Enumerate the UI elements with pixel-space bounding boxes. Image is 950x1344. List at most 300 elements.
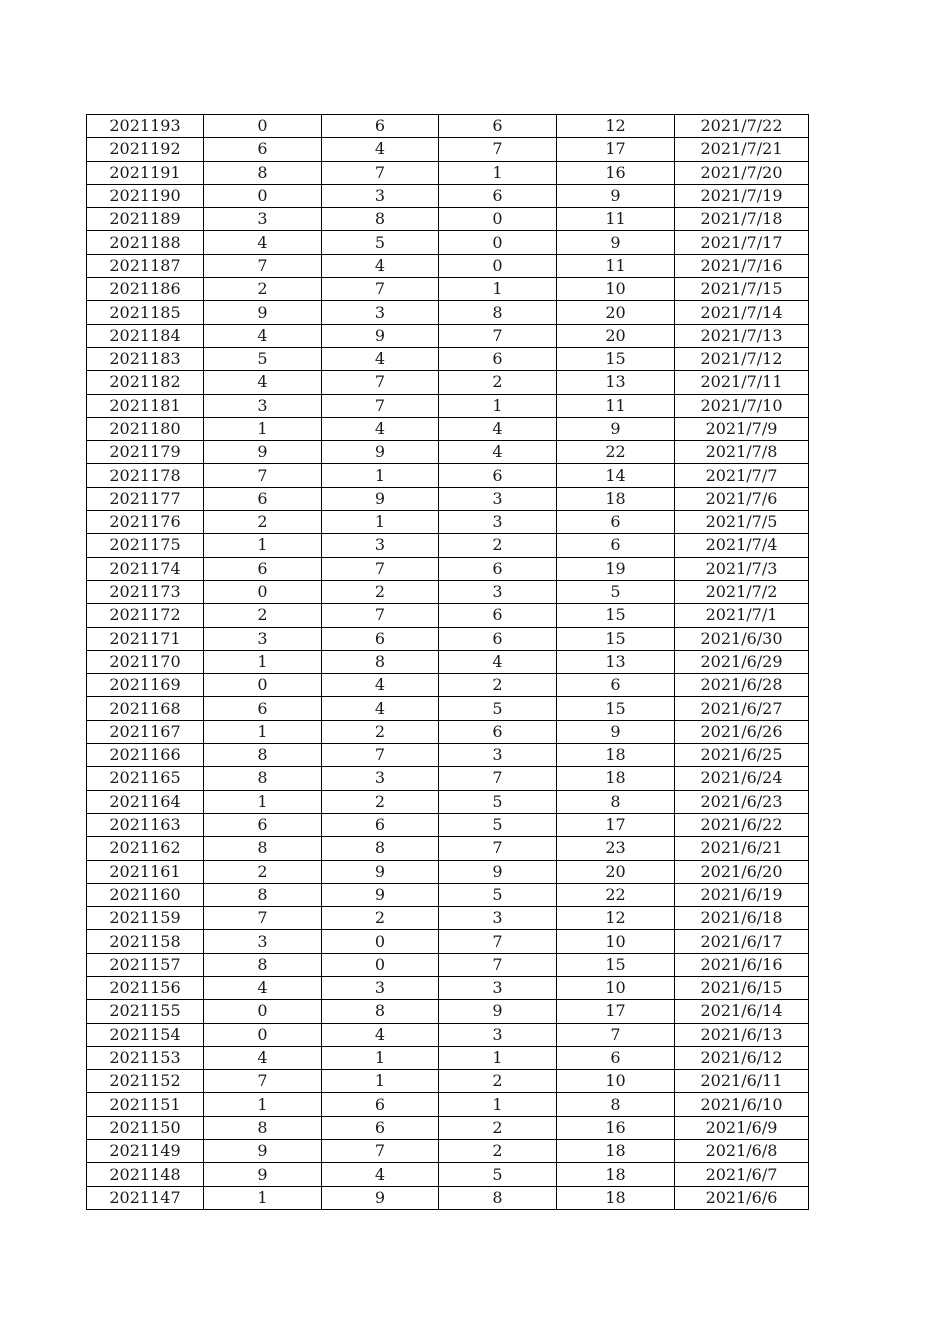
table-row bbox=[87, 1046, 809, 1069]
digit-3-cell[interactable]: 5 bbox=[439, 813, 557, 836]
date-cell[interactable]: 2021/7/1 bbox=[675, 604, 809, 627]
issue-number-cell[interactable]: 2021186 bbox=[87, 278, 204, 301]
digit-2-cell[interactable]: 4 bbox=[322, 697, 439, 720]
digit-1-cell[interactable]: 1 bbox=[204, 1093, 322, 1116]
date-cell[interactable]: 2021/7/18 bbox=[675, 208, 809, 231]
issue-number-cell[interactable]: 2021162 bbox=[87, 837, 204, 860]
digit-1-cell[interactable]: 9 bbox=[204, 1163, 322, 1186]
sum-cell[interactable]: 18 bbox=[557, 744, 675, 767]
issue-number-cell[interactable]: 2021158 bbox=[87, 930, 204, 953]
issue-number-cell[interactable]: 2021189 bbox=[87, 208, 204, 231]
digit-3-cell[interactable]: 8 bbox=[439, 301, 557, 324]
sum-cell[interactable]: 9 bbox=[557, 417, 675, 440]
spreadsheet-sheet bbox=[86, 114, 808, 1210]
sum-cell[interactable]: 12 bbox=[557, 907, 675, 930]
date-cell[interactable]: 2021/6/6 bbox=[675, 1186, 809, 1209]
sum-cell[interactable]: 15 bbox=[557, 604, 675, 627]
date-cell[interactable]: 2021/7/14 bbox=[675, 301, 809, 324]
digit-3-cell[interactable]: 7 bbox=[439, 767, 557, 790]
sum-cell[interactable]: 20 bbox=[557, 324, 675, 347]
date-cell[interactable]: 2021/7/2 bbox=[675, 580, 809, 603]
digit-3-cell[interactable]: 6 bbox=[439, 720, 557, 743]
date-cell[interactable]: 2021/6/8 bbox=[675, 1140, 809, 1163]
digit-3-cell[interactable]: 3 bbox=[439, 744, 557, 767]
sum-cell[interactable]: 23 bbox=[557, 837, 675, 860]
digit-1-cell[interactable]: 7 bbox=[204, 254, 322, 277]
table-row bbox=[87, 953, 809, 976]
digit-3-cell[interactable]: 7 bbox=[439, 324, 557, 347]
sum-cell[interactable]: 10 bbox=[557, 278, 675, 301]
digit-1-cell[interactable]: 3 bbox=[204, 627, 322, 650]
date-cell[interactable]: 2021/6/24 bbox=[675, 767, 809, 790]
sum-cell[interactable]: 11 bbox=[557, 208, 675, 231]
date-cell[interactable]: 2021/6/27 bbox=[675, 697, 809, 720]
digit-2-cell[interactable]: 9 bbox=[322, 883, 439, 906]
digit-1-cell[interactable]: 8 bbox=[204, 744, 322, 767]
issue-number-cell[interactable]: 2021154 bbox=[87, 1023, 204, 1046]
issue-number-cell[interactable]: 2021175 bbox=[87, 534, 204, 557]
digit-3-cell[interactable]: 4 bbox=[439, 441, 557, 464]
digit-1-cell[interactable]: 8 bbox=[204, 837, 322, 860]
digit-3-cell[interactable]: 6 bbox=[439, 184, 557, 207]
digit-2-cell[interactable]: 4 bbox=[322, 1163, 439, 1186]
issue-number-cell[interactable]: 2021170 bbox=[87, 650, 204, 673]
digit-3-cell[interactable]: 6 bbox=[439, 627, 557, 650]
issue-number-cell[interactable]: 2021166 bbox=[87, 744, 204, 767]
digit-2-cell[interactable]: 8 bbox=[322, 1000, 439, 1023]
sum-cell[interactable]: 18 bbox=[557, 1186, 675, 1209]
digit-3-cell[interactable]: 6 bbox=[439, 464, 557, 487]
sum-cell[interactable]: 17 bbox=[557, 813, 675, 836]
date-cell[interactable]: 2021/7/21 bbox=[675, 138, 809, 161]
table-row bbox=[87, 487, 809, 510]
issue-number-cell[interactable]: 2021155 bbox=[87, 1000, 204, 1023]
digit-1-cell[interactable]: 4 bbox=[204, 976, 322, 999]
digit-1-cell[interactable]: 0 bbox=[204, 1000, 322, 1023]
issue-number-cell[interactable]: 2021153 bbox=[87, 1046, 204, 1069]
digit-3-cell[interactable]: 5 bbox=[439, 697, 557, 720]
digit-1-cell[interactable]: 1 bbox=[204, 1186, 322, 1209]
digit-3-cell[interactable]: 1 bbox=[439, 394, 557, 417]
digit-2-cell[interactable]: 7 bbox=[322, 278, 439, 301]
table-row bbox=[87, 347, 809, 370]
issue-number-cell[interactable]: 2021182 bbox=[87, 371, 204, 394]
date-cell[interactable]: 2021/7/15 bbox=[675, 278, 809, 301]
date-cell[interactable]: 2021/6/14 bbox=[675, 1000, 809, 1023]
date-cell[interactable]: 2021/7/17 bbox=[675, 231, 809, 254]
date-cell[interactable]: 2021/6/28 bbox=[675, 674, 809, 697]
issue-number-cell[interactable]: 2021178 bbox=[87, 464, 204, 487]
issue-number-cell[interactable]: 2021157 bbox=[87, 953, 204, 976]
table-row bbox=[87, 883, 809, 906]
date-cell[interactable]: 2021/6/23 bbox=[675, 790, 809, 813]
issue-number-cell[interactable]: 2021191 bbox=[87, 161, 204, 184]
digit-1-cell[interactable]: 2 bbox=[204, 604, 322, 627]
digit-1-cell[interactable]: 0 bbox=[204, 1023, 322, 1046]
issue-number-cell[interactable]: 2021156 bbox=[87, 976, 204, 999]
digit-1-cell[interactable]: 6 bbox=[204, 487, 322, 510]
sum-cell[interactable]: 17 bbox=[557, 1000, 675, 1023]
digit-3-cell[interactable]: 8 bbox=[439, 1186, 557, 1209]
digit-1-cell[interactable]: 0 bbox=[204, 115, 322, 138]
sum-cell[interactable]: 22 bbox=[557, 441, 675, 464]
digit-1-cell[interactable]: 1 bbox=[204, 534, 322, 557]
sum-cell[interactable]: 14 bbox=[557, 464, 675, 487]
sum-cell[interactable]: 12 bbox=[557, 115, 675, 138]
digit-3-cell[interactable]: 6 bbox=[439, 347, 557, 370]
table-row bbox=[87, 208, 809, 231]
digit-2-cell[interactable]: 7 bbox=[322, 161, 439, 184]
digit-3-cell[interactable]: 2 bbox=[439, 371, 557, 394]
sum-cell[interactable]: 8 bbox=[557, 1093, 675, 1116]
digit-2-cell[interactable]: 3 bbox=[322, 534, 439, 557]
issue-number-cell[interactable]: 2021164 bbox=[87, 790, 204, 813]
digit-1-cell[interactable]: 7 bbox=[204, 464, 322, 487]
digit-3-cell[interactable]: 3 bbox=[439, 511, 557, 534]
digit-3-cell[interactable]: 0 bbox=[439, 208, 557, 231]
issue-number-cell[interactable]: 2021193 bbox=[87, 115, 204, 138]
digit-2-cell[interactable]: 1 bbox=[322, 1070, 439, 1093]
digit-1-cell[interactable]: 8 bbox=[204, 1116, 322, 1139]
digit-3-cell[interactable]: 3 bbox=[439, 907, 557, 930]
digit-2-cell[interactable]: 6 bbox=[322, 813, 439, 836]
digit-1-cell[interactable]: 7 bbox=[204, 907, 322, 930]
digit-2-cell[interactable]: 3 bbox=[322, 184, 439, 207]
digit-3-cell[interactable]: 7 bbox=[439, 953, 557, 976]
sum-cell[interactable]: 15 bbox=[557, 953, 675, 976]
issue-number-cell[interactable]: 2021188 bbox=[87, 231, 204, 254]
date-cell[interactable]: 2021/6/30 bbox=[675, 627, 809, 650]
sum-cell[interactable]: 6 bbox=[557, 1046, 675, 1069]
digit-1-cell[interactable]: 9 bbox=[204, 441, 322, 464]
digit-2-cell[interactable]: 7 bbox=[322, 371, 439, 394]
issue-number-cell[interactable]: 2021149 bbox=[87, 1140, 204, 1163]
issue-number-cell[interactable]: 2021161 bbox=[87, 860, 204, 883]
digit-3-cell[interactable]: 0 bbox=[439, 231, 557, 254]
date-cell[interactable]: 2021/6/7 bbox=[675, 1163, 809, 1186]
digit-2-cell[interactable]: 7 bbox=[322, 604, 439, 627]
digit-2-cell[interactable]: 3 bbox=[322, 767, 439, 790]
sum-cell[interactable]: 7 bbox=[557, 1023, 675, 1046]
date-cell[interactable]: 2021/6/10 bbox=[675, 1093, 809, 1116]
table-row bbox=[87, 720, 809, 743]
digit-1-cell[interactable]: 3 bbox=[204, 394, 322, 417]
digit-2-cell[interactable]: 7 bbox=[322, 744, 439, 767]
sum-cell[interactable]: 16 bbox=[557, 161, 675, 184]
table-row bbox=[87, 557, 809, 580]
digit-3-cell[interactable]: 1 bbox=[439, 161, 557, 184]
date-cell[interactable]: 2021/7/8 bbox=[675, 441, 809, 464]
date-cell[interactable]: 2021/6/12 bbox=[675, 1046, 809, 1069]
sum-cell[interactable]: 11 bbox=[557, 394, 675, 417]
digit-1-cell[interactable]: 3 bbox=[204, 930, 322, 953]
digit-1-cell[interactable]: 4 bbox=[204, 231, 322, 254]
issue-number-cell[interactable]: 2021192 bbox=[87, 138, 204, 161]
date-cell[interactable]: 2021/7/6 bbox=[675, 487, 809, 510]
date-cell[interactable]: 2021/7/11 bbox=[675, 371, 809, 394]
digit-2-cell[interactable]: 4 bbox=[322, 347, 439, 370]
digit-3-cell[interactable]: 6 bbox=[439, 604, 557, 627]
digit-1-cell[interactable]: 0 bbox=[204, 674, 322, 697]
digit-2-cell[interactable]: 2 bbox=[322, 790, 439, 813]
sum-cell[interactable]: 13 bbox=[557, 650, 675, 673]
digit-1-cell[interactable]: 6 bbox=[204, 697, 322, 720]
digit-2-cell[interactable]: 1 bbox=[322, 511, 439, 534]
digit-3-cell[interactable]: 1 bbox=[439, 1093, 557, 1116]
digit-2-cell[interactable]: 6 bbox=[322, 115, 439, 138]
issue-number-cell[interactable]: 2021152 bbox=[87, 1070, 204, 1093]
digit-1-cell[interactable]: 1 bbox=[204, 720, 322, 743]
issue-number-cell[interactable]: 2021163 bbox=[87, 813, 204, 836]
digit-2-cell[interactable]: 1 bbox=[322, 464, 439, 487]
date-cell[interactable]: 2021/7/16 bbox=[675, 254, 809, 277]
digit-3-cell[interactable]: 3 bbox=[439, 1023, 557, 1046]
digit-3-cell[interactable]: 3 bbox=[439, 976, 557, 999]
issue-number-cell[interactable]: 2021177 bbox=[87, 487, 204, 510]
issue-number-cell[interactable]: 2021179 bbox=[87, 441, 204, 464]
table-row bbox=[87, 604, 809, 627]
digit-2-cell[interactable]: 7 bbox=[322, 1140, 439, 1163]
digit-2-cell[interactable]: 4 bbox=[322, 254, 439, 277]
digit-3-cell[interactable]: 1 bbox=[439, 1046, 557, 1069]
digit-2-cell[interactable]: 4 bbox=[322, 138, 439, 161]
digit-1-cell[interactable]: 8 bbox=[204, 767, 322, 790]
digit-1-cell[interactable]: 4 bbox=[204, 371, 322, 394]
sum-cell[interactable]: 15 bbox=[557, 347, 675, 370]
issue-number-cell[interactable]: 2021168 bbox=[87, 697, 204, 720]
date-cell[interactable]: 2021/6/29 bbox=[675, 650, 809, 673]
digit-2-cell[interactable]: 9 bbox=[322, 441, 439, 464]
date-cell[interactable]: 2021/7/13 bbox=[675, 324, 809, 347]
sum-cell[interactable]: 20 bbox=[557, 301, 675, 324]
date-cell[interactable]: 2021/6/17 bbox=[675, 930, 809, 953]
digit-1-cell[interactable]: 1 bbox=[204, 417, 322, 440]
table-row bbox=[87, 511, 809, 534]
sum-cell[interactable]: 11 bbox=[557, 254, 675, 277]
digit-1-cell[interactable]: 4 bbox=[204, 1046, 322, 1069]
digit-3-cell[interactable]: 3 bbox=[439, 580, 557, 603]
digit-3-cell[interactable]: 7 bbox=[439, 930, 557, 953]
sum-cell[interactable]: 18 bbox=[557, 1163, 675, 1186]
digit-3-cell[interactable]: 3 bbox=[439, 487, 557, 510]
date-cell[interactable]: 2021/7/20 bbox=[675, 161, 809, 184]
date-cell[interactable]: 2021/6/25 bbox=[675, 744, 809, 767]
issue-number-cell[interactable]: 2021171 bbox=[87, 627, 204, 650]
sum-cell[interactable]: 17 bbox=[557, 138, 675, 161]
digit-3-cell[interactable]: 1 bbox=[439, 278, 557, 301]
sum-cell[interactable]: 9 bbox=[557, 184, 675, 207]
digit-2-cell[interactable]: 6 bbox=[322, 1116, 439, 1139]
digit-3-cell[interactable]: 7 bbox=[439, 138, 557, 161]
digit-3-cell[interactable]: 2 bbox=[439, 1070, 557, 1093]
issue-number-cell[interactable]: 2021190 bbox=[87, 184, 204, 207]
digit-2-cell[interactable]: 3 bbox=[322, 301, 439, 324]
digit-2-cell[interactable]: 0 bbox=[322, 953, 439, 976]
issue-number-cell[interactable]: 2021174 bbox=[87, 557, 204, 580]
table-row bbox=[87, 580, 809, 603]
issue-number-cell[interactable]: 2021172 bbox=[87, 604, 204, 627]
digit-2-cell[interactable]: 9 bbox=[322, 1186, 439, 1209]
digit-2-cell[interactable]: 6 bbox=[322, 1093, 439, 1116]
sum-cell[interactable]: 10 bbox=[557, 930, 675, 953]
date-cell[interactable]: 2021/7/19 bbox=[675, 184, 809, 207]
issue-number-cell[interactable]: 2021181 bbox=[87, 394, 204, 417]
sum-cell[interactable]: 6 bbox=[557, 511, 675, 534]
digit-1-cell[interactable]: 8 bbox=[204, 161, 322, 184]
date-cell[interactable]: 2021/7/4 bbox=[675, 534, 809, 557]
digit-2-cell[interactable]: 8 bbox=[322, 650, 439, 673]
digit-3-cell[interactable]: 6 bbox=[439, 115, 557, 138]
digit-1-cell[interactable]: 0 bbox=[204, 184, 322, 207]
issue-number-cell[interactable]: 2021176 bbox=[87, 511, 204, 534]
issue-number-cell[interactable]: 2021150 bbox=[87, 1116, 204, 1139]
sum-cell[interactable]: 18 bbox=[557, 1140, 675, 1163]
digit-1-cell[interactable]: 2 bbox=[204, 860, 322, 883]
sum-cell[interactable]: 16 bbox=[557, 1116, 675, 1139]
sum-cell[interactable]: 18 bbox=[557, 767, 675, 790]
digit-3-cell[interactable]: 4 bbox=[439, 417, 557, 440]
sum-cell[interactable]: 22 bbox=[557, 883, 675, 906]
sum-cell[interactable]: 5 bbox=[557, 580, 675, 603]
digit-1-cell[interactable]: 2 bbox=[204, 278, 322, 301]
digit-1-cell[interactable]: 9 bbox=[204, 301, 322, 324]
date-cell[interactable]: 2021/6/21 bbox=[675, 837, 809, 860]
date-cell[interactable]: 2021/6/15 bbox=[675, 976, 809, 999]
sum-cell[interactable]: 19 bbox=[557, 557, 675, 580]
digit-2-cell[interactable]: 0 bbox=[322, 930, 439, 953]
digit-2-cell[interactable]: 5 bbox=[322, 231, 439, 254]
date-cell[interactable]: 2021/6/26 bbox=[675, 720, 809, 743]
digit-1-cell[interactable]: 9 bbox=[204, 1140, 322, 1163]
digit-3-cell[interactable]: 2 bbox=[439, 534, 557, 557]
issue-number-cell[interactable]: 2021184 bbox=[87, 324, 204, 347]
digit-3-cell[interactable]: 9 bbox=[439, 860, 557, 883]
sum-cell[interactable]: 10 bbox=[557, 976, 675, 999]
table-row bbox=[87, 1070, 809, 1093]
digit-1-cell[interactable]: 8 bbox=[204, 953, 322, 976]
digit-2-cell[interactable]: 8 bbox=[322, 837, 439, 860]
digit-2-cell[interactable]: 7 bbox=[322, 394, 439, 417]
sum-cell[interactable]: 9 bbox=[557, 720, 675, 743]
date-cell[interactable]: 2021/7/7 bbox=[675, 464, 809, 487]
table-row bbox=[87, 744, 809, 767]
digit-1-cell[interactable]: 6 bbox=[204, 557, 322, 580]
issue-number-cell[interactable]: 2021187 bbox=[87, 254, 204, 277]
sum-cell[interactable]: 8 bbox=[557, 790, 675, 813]
digit-2-cell[interactable]: 2 bbox=[322, 580, 439, 603]
digit-1-cell[interactable]: 8 bbox=[204, 883, 322, 906]
date-cell[interactable]: 2021/7/5 bbox=[675, 511, 809, 534]
sum-cell[interactable]: 6 bbox=[557, 674, 675, 697]
issue-number-cell[interactable]: 2021185 bbox=[87, 301, 204, 324]
table-row bbox=[87, 907, 809, 930]
issue-number-cell[interactable]: 2021160 bbox=[87, 883, 204, 906]
issue-number-cell[interactable]: 2021173 bbox=[87, 580, 204, 603]
date-cell[interactable]: 2021/6/20 bbox=[675, 860, 809, 883]
issue-number-cell[interactable]: 2021169 bbox=[87, 674, 204, 697]
digit-1-cell[interactable]: 6 bbox=[204, 813, 322, 836]
table-row bbox=[87, 767, 809, 790]
sum-cell[interactable]: 13 bbox=[557, 371, 675, 394]
date-cell[interactable]: 2021/6/13 bbox=[675, 1023, 809, 1046]
digit-3-cell[interactable]: 2 bbox=[439, 1116, 557, 1139]
date-cell[interactable]: 2021/6/9 bbox=[675, 1116, 809, 1139]
date-cell[interactable]: 2021/6/19 bbox=[675, 883, 809, 906]
digit-2-cell[interactable]: 3 bbox=[322, 976, 439, 999]
digit-2-cell[interactable]: 6 bbox=[322, 627, 439, 650]
date-cell[interactable]: 2021/6/16 bbox=[675, 953, 809, 976]
sum-cell[interactable]: 6 bbox=[557, 534, 675, 557]
digit-1-cell[interactable]: 0 bbox=[204, 580, 322, 603]
table-row bbox=[87, 930, 809, 953]
sum-cell[interactable]: 15 bbox=[557, 627, 675, 650]
digit-1-cell[interactable]: 2 bbox=[204, 511, 322, 534]
digit-2-cell[interactable]: 8 bbox=[322, 208, 439, 231]
date-cell[interactable]: 2021/7/22 bbox=[675, 115, 809, 138]
sum-cell[interactable]: 10 bbox=[557, 1070, 675, 1093]
digit-1-cell[interactable]: 1 bbox=[204, 790, 322, 813]
digit-3-cell[interactable]: 5 bbox=[439, 790, 557, 813]
issue-number-cell[interactable]: 2021180 bbox=[87, 417, 204, 440]
issue-number-cell[interactable]: 2021151 bbox=[87, 1093, 204, 1116]
date-cell[interactable]: 2021/6/11 bbox=[675, 1070, 809, 1093]
date-cell[interactable]: 2021/7/3 bbox=[675, 557, 809, 580]
digit-2-cell[interactable]: 1 bbox=[322, 1046, 439, 1069]
digit-3-cell[interactable]: 6 bbox=[439, 557, 557, 580]
digit-2-cell[interactable]: 7 bbox=[322, 557, 439, 580]
table-row bbox=[87, 301, 809, 324]
digit-1-cell[interactable]: 7 bbox=[204, 1070, 322, 1093]
digit-2-cell[interactable]: 2 bbox=[322, 907, 439, 930]
digit-1-cell[interactable]: 5 bbox=[204, 347, 322, 370]
digit-3-cell[interactable]: 2 bbox=[439, 1140, 557, 1163]
sum-cell[interactable]: 18 bbox=[557, 487, 675, 510]
digit-3-cell[interactable]: 4 bbox=[439, 650, 557, 673]
issue-number-cell[interactable]: 2021147 bbox=[87, 1186, 204, 1209]
issue-number-cell[interactable]: 2021167 bbox=[87, 720, 204, 743]
date-cell[interactable]: 2021/7/12 bbox=[675, 347, 809, 370]
digit-2-cell[interactable]: 9 bbox=[322, 324, 439, 347]
date-cell[interactable]: 2021/7/9 bbox=[675, 417, 809, 440]
digit-3-cell[interactable]: 5 bbox=[439, 883, 557, 906]
digit-1-cell[interactable]: 3 bbox=[204, 208, 322, 231]
sum-cell[interactable]: 9 bbox=[557, 231, 675, 254]
sum-cell[interactable]: 15 bbox=[557, 697, 675, 720]
issue-number-cell[interactable]: 2021148 bbox=[87, 1163, 204, 1186]
digit-3-cell[interactable]: 0 bbox=[439, 254, 557, 277]
digit-3-cell[interactable]: 5 bbox=[439, 1163, 557, 1186]
date-cell[interactable]: 2021/6/18 bbox=[675, 907, 809, 930]
digit-1-cell[interactable]: 6 bbox=[204, 138, 322, 161]
digit-2-cell[interactable]: 4 bbox=[322, 1023, 439, 1046]
digit-2-cell[interactable]: 4 bbox=[322, 674, 439, 697]
digit-3-cell[interactable]: 9 bbox=[439, 1000, 557, 1023]
digit-2-cell[interactable]: 2 bbox=[322, 720, 439, 743]
digit-1-cell[interactable]: 1 bbox=[204, 650, 322, 673]
issue-number-cell[interactable]: 2021165 bbox=[87, 767, 204, 790]
sum-cell[interactable]: 20 bbox=[557, 860, 675, 883]
digit-1-cell[interactable]: 4 bbox=[204, 324, 322, 347]
date-cell[interactable]: 2021/7/10 bbox=[675, 394, 809, 417]
digit-3-cell[interactable]: 7 bbox=[439, 837, 557, 860]
digit-3-cell[interactable]: 2 bbox=[439, 674, 557, 697]
date-cell[interactable]: 2021/6/22 bbox=[675, 813, 809, 836]
digit-2-cell[interactable]: 9 bbox=[322, 487, 439, 510]
issue-number-cell[interactable]: 2021159 bbox=[87, 907, 204, 930]
digit-2-cell[interactable]: 4 bbox=[322, 417, 439, 440]
issue-number-cell[interactable]: 2021183 bbox=[87, 347, 204, 370]
digit-2-cell[interactable]: 9 bbox=[322, 860, 439, 883]
